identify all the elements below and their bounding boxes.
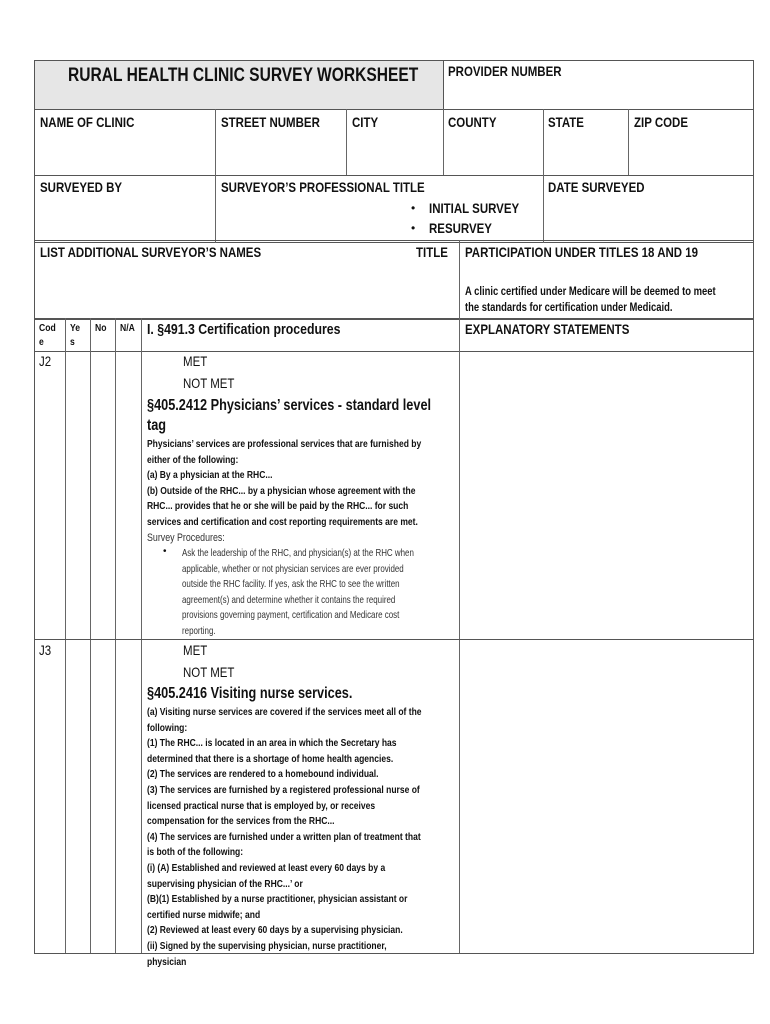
text-line: certified nurse midwife; and xyxy=(147,909,261,921)
resurvey-bullet: • xyxy=(411,221,416,235)
procedure-line: agreement(s) and determine whether it contains the required xyxy=(182,594,396,606)
standard-heading-line-1: §405.2416 Visiting nurse services. xyxy=(147,685,353,702)
table-header-row xyxy=(34,318,754,352)
code-header-a: Cod xyxy=(39,322,56,334)
deemed-text-line-1: A clinic certified under Medicare will be deemed to meet xyxy=(465,286,716,298)
procedure-line: provisions governing payment, certification and Medicare cost xyxy=(182,610,400,622)
survey-procedures-label: Survey Procedures: xyxy=(147,532,225,544)
date-surveyed-label: DATE SURVEYED xyxy=(548,179,645,195)
zip-code-label: ZIP CODE xyxy=(634,114,689,130)
not-met-label: NOT MET xyxy=(183,375,235,391)
procedure-bullet: • xyxy=(163,546,167,557)
resurvey-option[interactable]: RESURVEY xyxy=(429,220,492,236)
text-line: either of the following: xyxy=(147,454,239,466)
name-of-clinic-label: NAME OF CLINIC xyxy=(40,114,135,130)
not-met-label: NOT MET xyxy=(183,664,235,680)
text-line: (ii) Signed by the supervising physician, nurse practitioner, physician xyxy=(147,940,387,968)
surveyor-title-label: SURVEYOR’S PROFESSIONAL TITLE xyxy=(221,179,425,195)
text-line: (3) The services are furnished by a registered professional nurse of xyxy=(147,784,420,796)
text-line: (1) The RHC... is located in an area in which the Secretary has xyxy=(147,738,397,750)
text-line: (2) Reviewed at least every 60 days by a supervising physician. xyxy=(147,925,403,937)
surveyed-by-label: SURVEYED BY xyxy=(40,179,123,195)
title-label: TITLE xyxy=(416,244,448,260)
standard-text xyxy=(147,705,426,970)
explanatory-heading: EXPLANATORY STATEMENTS xyxy=(465,321,630,337)
text-line: (b) Outside of the RHC... by a physician whose agreement with the xyxy=(147,485,416,497)
state-label: STATE xyxy=(548,114,584,130)
provider-number-label: PROVIDER NUMBER xyxy=(448,63,562,79)
met-label: MET xyxy=(183,642,208,658)
standard-heading-line-1: §405.2412 Physicians’ services - standard level xyxy=(147,397,432,414)
na-header: N/A xyxy=(120,322,135,334)
participation-label: PARTICIPATION UNDER TITLES 18 AND 19 xyxy=(465,244,699,260)
text-line: Physicians’ services are professional services that are furnished by xyxy=(147,439,422,450)
worksheet-title: RURAL HEALTH CLINIC SURVEY WORKSHEET xyxy=(68,65,419,86)
procedure-line: applicable, whether or not physician services are ever provided xyxy=(182,563,404,575)
text-line: (a) By a physician at the RHC... xyxy=(147,470,273,482)
initial-survey-option[interactable]: INITIAL SURVEY xyxy=(429,200,520,216)
text-line: supervising physician of the RHC...’ or xyxy=(147,878,303,890)
procedure-line: reporting. xyxy=(182,625,216,637)
text-line: (a) Visiting nurse services are covered if the services meet all of the xyxy=(147,707,422,718)
standard-heading-line-2: tag xyxy=(147,417,167,434)
county-label: COUNTY xyxy=(448,114,497,130)
initial-survey-bullet: • xyxy=(411,201,416,215)
met-label: MET xyxy=(183,353,208,369)
additional-names-label: LIST ADDITIONAL SURVEYOR’S NAMES xyxy=(40,244,262,260)
text-line: RHC... provides that he or she will be paid by the RHC... for such xyxy=(147,501,409,513)
procedures-text xyxy=(182,546,414,640)
procedure-line: Ask the leadership of the RHC, and physician(s) at the RHC when xyxy=(182,548,414,559)
code-header-b: e xyxy=(39,336,44,348)
yes-header-b: s xyxy=(70,336,75,348)
row-code: J3 xyxy=(39,642,52,658)
text-line: (2) The services are rendered to a homebound individual. xyxy=(147,769,379,781)
standard-text xyxy=(147,437,426,531)
text-line: services and certification and cost reporting requirements are met. xyxy=(147,516,418,528)
text-line: determined that there is a shortage of home health agencies. xyxy=(147,753,394,765)
section-heading: I. §491.3 Certification procedures xyxy=(147,321,341,338)
yes-header-a: Ye xyxy=(70,322,81,334)
street-number-label: STREET NUMBER xyxy=(221,114,320,130)
text-line: (i) (A) Established and reviewed at least every 60 days by a xyxy=(147,862,386,874)
text-line: is both of the following: xyxy=(147,847,244,859)
procedure-line: outside the RHC facility. If yes, ask the RHC to see the written xyxy=(182,579,400,591)
row-code: J2 xyxy=(39,353,52,369)
text-line: following: xyxy=(147,722,188,734)
city-label: CITY xyxy=(352,114,379,130)
text-line: licensed practical nurse that is employed by, or receives xyxy=(147,800,376,812)
text-line: (4) The services are furnished under a written plan of treatment that xyxy=(147,831,421,843)
no-header: No xyxy=(95,322,107,334)
text-line: (B)(1) Established by a nurse practitioner, physician assistant or xyxy=(147,894,408,906)
text-line: compensation for the services from the RHC... xyxy=(147,816,335,828)
deemed-text-line-2: the standards for certification under Medicaid. xyxy=(465,302,673,314)
